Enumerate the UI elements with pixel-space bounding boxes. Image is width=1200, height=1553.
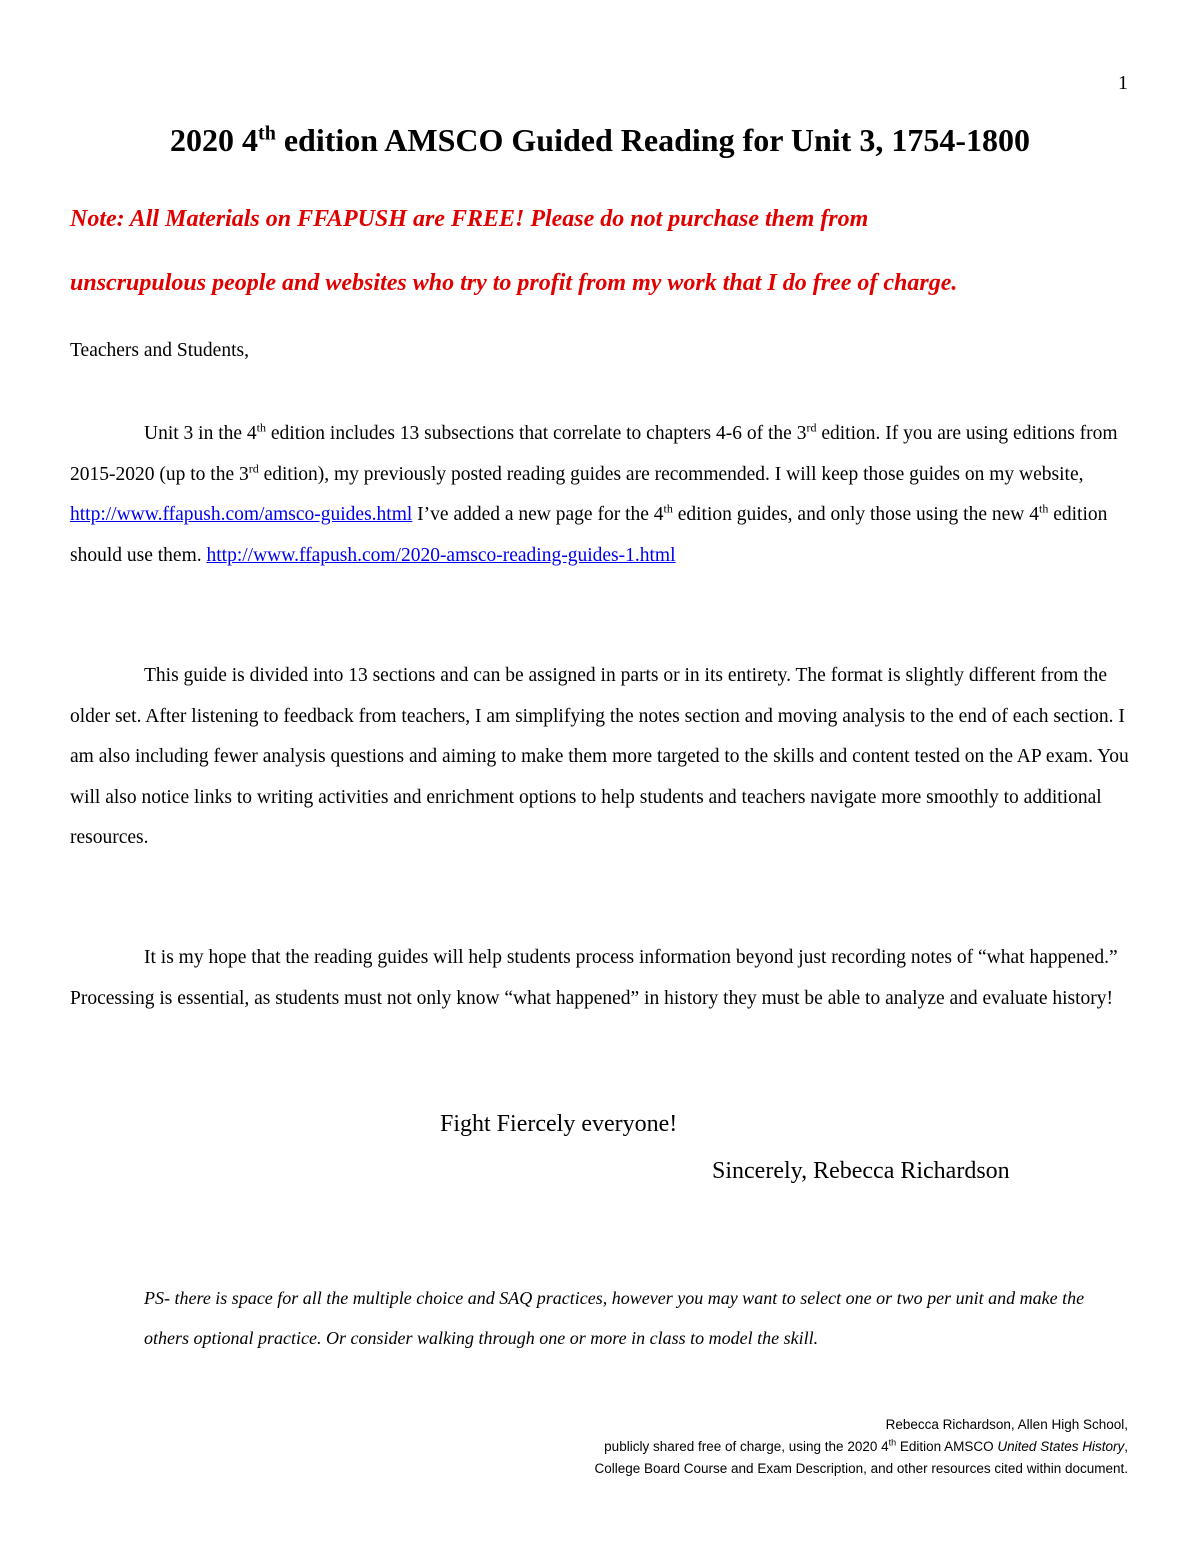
footer-line-2: [328, 1436, 1128, 1458]
para1-text-6: edition guides, and only those using the new 4: [672, 504, 1039, 525]
paragraph-intro: [70, 414, 1132, 576]
amsco-guides-link[interactable]: http://www.ffapush.com/amsco-guides.html: [70, 504, 413, 525]
footer-line-2-c: ,: [1124, 1439, 1128, 1454]
footer-line-2-a: publicly shared free of charge, using the 2020 4: [604, 1439, 889, 1454]
para1-sup-5: th: [1038, 501, 1049, 516]
para1-text-4: edition), my previously posted reading guides are recommended. I will keep those guides on my website,: [258, 463, 1084, 485]
amsco-2020-guides-link[interactable]: http://www.ffapush.com/2020-amsco-reading-guides-1.html: [206, 544, 676, 566]
para1-text-2: edition includes 13 subsections that correlate to chapters 4-6 of the 3: [266, 423, 807, 444]
title-prefix: 2020 4: [170, 122, 259, 158]
paragraph-guide-format: This guide is divided into 13 sections and can be assigned in parts or in its entirety. The format is slightly different from the older set. After listening to feedback from teachers, I am simplifying the notes section and moving analysis to the end of each section. I am also including fewer analysis questions and aiming to make them more targeted to the skills and content tested on the AP exam. You will also notice links to writing activities and enrichment options to help students and teachers navigate more smoothly to additional resources.: [70, 665, 1129, 848]
page-number: 1: [1118, 72, 1128, 94]
footer-line-3: College Board Course and Exam Description, and other resources cited within document.: [594, 1461, 1128, 1476]
signature-line: Sincerely, Rebecca Richardson: [712, 1158, 1010, 1184]
postscript: PS- there is space for all the multiple choice and SAQ practices, however you may want to select one or two per unit and make the others optional practice. Or consider walking through one or more in class to model the skill.: [144, 1288, 1085, 1348]
para1-text-3: edition. If you are using editions from 2015-2020 (up to the 3: [70, 423, 1118, 485]
para1-sup-2: rd: [806, 420, 817, 435]
page-footer: [328, 1414, 1128, 1480]
document-title: [0, 122, 1200, 159]
para1-text-5: I’ve added a new page for the 4: [412, 504, 664, 525]
title-suffix: edition AMSCO Guided Reading for Unit 3, 1754-1800: [275, 122, 1030, 158]
para1-sup-4: th: [663, 501, 673, 516]
footer-line-2-sup: th: [888, 1437, 897, 1448]
title-superscript: th: [258, 122, 276, 145]
salutation: Teachers and Students,: [70, 340, 249, 361]
footer-book-title: United States History: [997, 1439, 1125, 1454]
para1-text-1: Unit 3 in the 4: [144, 423, 257, 444]
para1-sup-1: th: [256, 420, 267, 435]
free-materials-note-line-2: unscrupulous people and websites who try to profit from my work that I do free of charge.: [70, 270, 958, 296]
footer-line-2-b: Edition AMSCO: [896, 1439, 998, 1454]
free-materials-note-line-1: Note: All Materials on FFAPUSH are FREE! Please do not purchase them from: [70, 206, 869, 232]
paragraph-hope: It is my hope that the reading guides will help students process information beyond just recording notes of “what happened.” Processing is essential, as students must not only know “what happened” in history they must be able to analyze and evaluate history!: [70, 947, 1118, 1009]
para1-text-7: edition should use them.: [70, 504, 1108, 566]
footer-line-1: Rebecca Richardson, Allen High School,: [885, 1417, 1128, 1432]
closing-line: Fight Fiercely everyone!: [440, 1111, 678, 1137]
para1-sup-3: rd: [248, 461, 259, 475]
